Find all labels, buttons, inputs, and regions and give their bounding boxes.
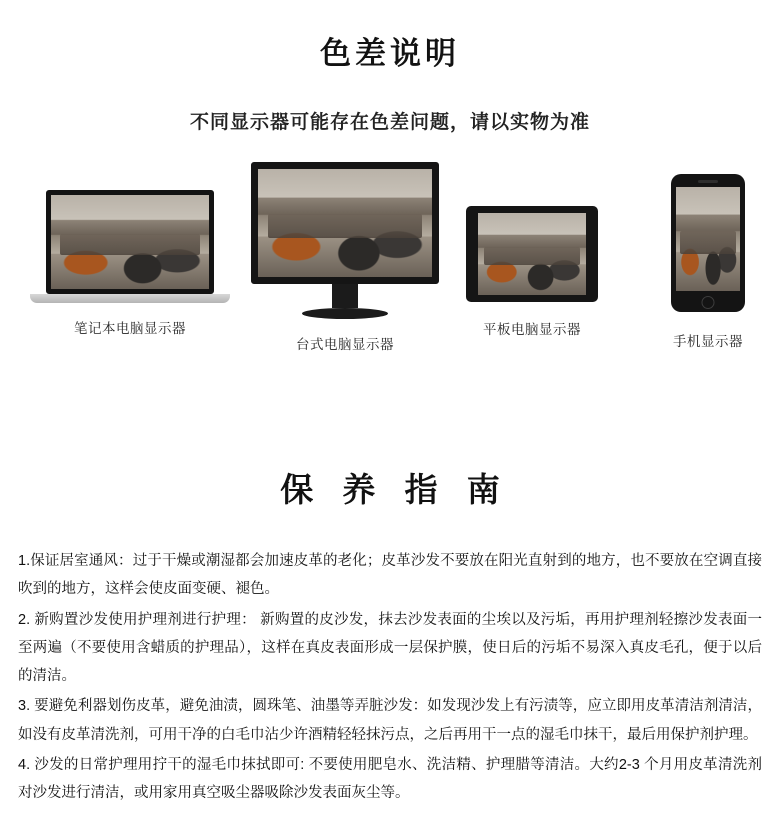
device-illustration-row — [0, 180, 780, 390]
desktop-stand-neck — [332, 284, 358, 308]
desktop-stand-foot — [302, 308, 388, 319]
device-caption-tablet: 平板电脑显示器 — [483, 322, 581, 337]
care-guide-item: 2. 新购置沙发使用护理剂进行护理： 新购置的皮沙发，抹去沙发表面的尘埃以及污垢，再用护理剂轻擦沙发表面一至两遍（不要使用含蜡质的护理品），这样在真皮表面形成一层保护膜，使日后的污垢不易深入真皮毛孔，便于以后的清洁。 — [18, 611, 762, 685]
device-phone — [648, 174, 768, 350]
phone-body — [671, 174, 745, 312]
color-difference-subtitle: 不同显示器可能存在色差问题，请以实物为准 — [189, 112, 590, 133]
phone-screen-photo — [676, 187, 740, 291]
device-laptop — [30, 190, 230, 337]
laptop-screen-bezel — [46, 190, 214, 294]
care-guide-title: 保 养 指 南 — [280, 471, 510, 508]
desktop-screen-photo — [258, 169, 432, 277]
page-root — [0, 28, 780, 831]
device-desktop — [250, 162, 440, 353]
laptop-base — [30, 294, 230, 303]
laptop-screen-photo — [51, 195, 209, 289]
device-caption-phone: 手机显示器 — [673, 334, 743, 349]
care-guide-item: 4. 沙发的日常护理用拧干的湿毛巾抹拭即可: 不要使用肥皂水、洗洁精、护理腊等清洁。大约2-3 个月用皮革清洗剂对沙发进行清洁，或用家用真空吸尘器吸除沙发表面灰尘等。 — [18, 756, 762, 802]
tablet-screen-photo — [478, 213, 586, 295]
device-tablet — [462, 206, 602, 338]
tablet-body — [466, 206, 598, 302]
care-guide-text — [18, 547, 762, 807]
device-caption-desktop: 台式电脑显示器 — [296, 337, 394, 352]
color-difference-title: 色差说明 — [320, 36, 460, 71]
phone-screen-bezel — [676, 187, 740, 291]
phone-speaker-icon — [698, 180, 718, 183]
phone-home-button-icon — [702, 296, 715, 309]
device-caption-laptop: 笔记本电脑显示器 — [74, 321, 186, 336]
care-guide-item: 3. 要避免利器划伤皮革，避免油渍，圆珠笔、油墨等弄脏沙发：如发现沙发上有污渍等，应立即用皮革清洁剂清洁，如没有皮革清洗剂，可用干净的白毛巾沾少许酒精轻轻抹污点，之后再用干一点的湿毛巾抹干，最后用保护剂护理。 — [18, 698, 762, 743]
desktop-screen-bezel — [251, 162, 439, 284]
tablet-screen-bezel — [478, 213, 586, 295]
care-guide-item: 1.保证居室通风：过于干燥或潮湿都会加速皮革的老化；皮革沙发不要放在阳光直射到的地方，也不要放在空调直接吹到的地方，这样会使皮面变硬、褪色。 — [18, 553, 762, 598]
